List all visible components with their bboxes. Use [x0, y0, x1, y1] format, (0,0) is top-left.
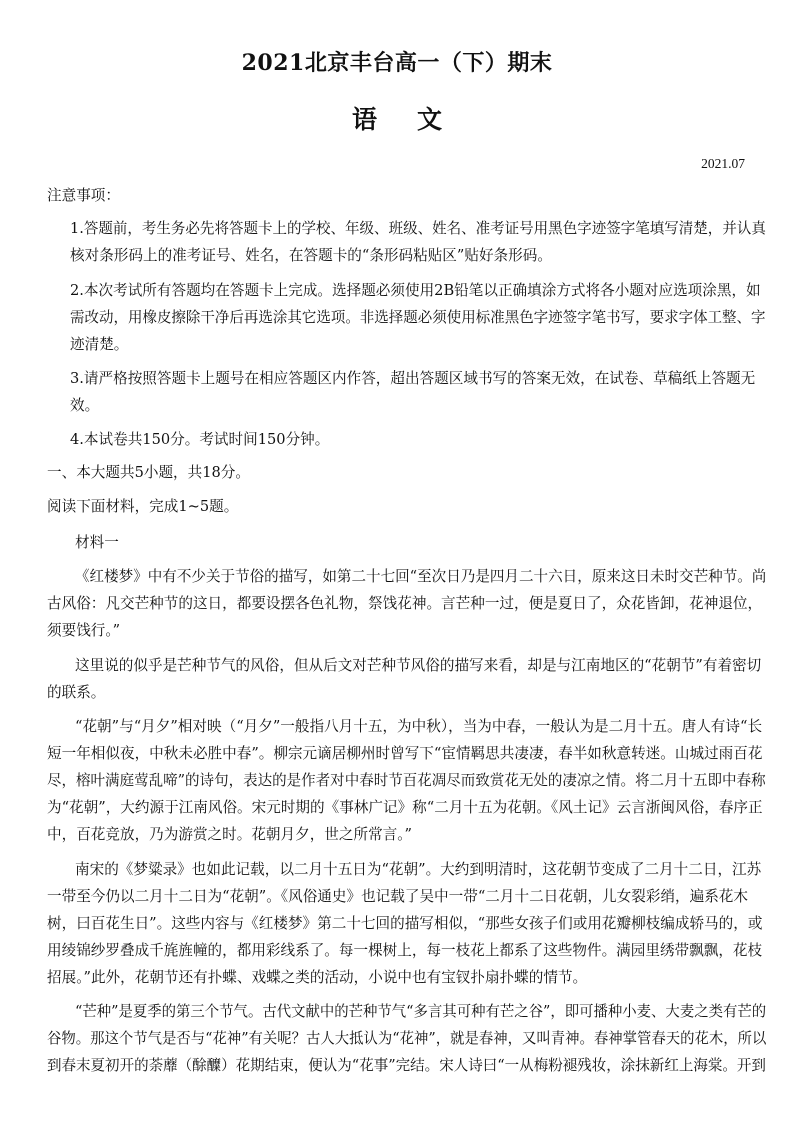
passage-line: 的联系。 — [47, 684, 106, 701]
passage-line: 为“花朝”，大约源于江南风俗。宋元时期的《事林广记》称“二月十五为花朝。《风土记》云言浙闽风俗，春序正 — [47, 799, 763, 816]
passage-line: 南宋的《梦粱录》也如此记载，以二月十五日为“花朝”。大约到明清时，这花朝节变成了二月十二日，江苏 — [75, 861, 762, 878]
subject-title — [0, 100, 794, 136]
passage-line: 《红楼梦》中有不少关于节俗的描写，如第二十七回“至次日乃是四月二十六日，原来这日未时交芒种节。尚 — [75, 568, 767, 585]
notice-line: 需改动，用橡皮擦除干净后再选涂其它选项。非选择题必须使用标准黑色字迹签字笔书写，要求字体工整、字 — [70, 309, 766, 326]
notice-line: 3.请严格按照答题卡上题号在相应答题区内作答，超出答题区域书写的答案无效，在试卷、草稿纸上答题无 — [70, 370, 756, 387]
passage-line: 到春末夏初开的荼蘼（酴醾）花期结束，便认为“花事”完结。宋人诗曰“一从梅粉褪残妆，涂抹新红上海棠。开到 — [47, 1057, 766, 1074]
passage-line: 一带至今仍以二月十二日为“花朝”。《风俗通史》也记载了吴中一带“二月十二日花朝，儿女裂彩绡，遍系花木 — [47, 888, 748, 905]
notice-line: 效。 — [70, 397, 100, 414]
passage-line: 须要饯行。” — [47, 622, 121, 639]
passage-line: 短一年相似夜，中秋未必胜中春”。柳宗元谪居柳州时曾写下“宦情羁思共凄凄，春半如秋意转迷。山城过雨百花 — [47, 745, 763, 762]
material-label: 材料一 — [75, 534, 119, 551]
passage-line: 用绫锦纱罗叠成千旄旌幢的，都用彩线系了。每一棵树上，每一枝花上都系了这些物件。满园里绣带飘飘，花枝 — [47, 942, 763, 959]
passage-line: 古风俗：凡交芒种节的这日，都要设摆各色礼物，祭饯花神。言芒种一过，便是夏日了，众花皆卸，花神退位， — [47, 595, 763, 612]
exam-title: 2021北京丰台高一（下）期末 — [241, 50, 553, 76]
section-instruction: 阅读下面材料，完成1~5题。 — [47, 498, 239, 515]
notice-line: 1.答题前，考生务必先将答题卡上的学校、年级、班级、姓名、准考证号用黑色字迹签字笔填写清楚，并认真 — [70, 220, 766, 237]
passage-line: “花朝”与“月夕”相对映（“月夕”一般指八月十五，为中秋），当为中春，一般认为是二月十五。唐人有诗“长 — [75, 718, 763, 735]
notice-line: 4.本试卷共150分。考试时间150分钟。 — [70, 431, 330, 448]
notice-line: 核对条形码上的准考证号、姓名，在答题卡的“条形码粘贴区”贴好条形码。 — [70, 247, 552, 264]
subject-text: 语文 — [351, 105, 482, 134]
passage-line: 树，曰百花生日”。这些内容与《红楼梦》第二十七回的描写相似，“那些女孩子们或用花瓣柳枝编成轿马的，或 — [47, 915, 763, 932]
passage-line: 尽，榕叶满庭莺乱啼”的诗句，表达的是作者对中春时节百花凋尽而致赏花无处的凄凉之情。将二月十五即中春称 — [47, 772, 766, 789]
notice-heading: 注意事项： — [47, 187, 120, 204]
passage-line: 谷物。那这个节气是否与“花神”有关呢？古人大抵认为“花神”，就是春神，又叫青神。春神掌管春天的花木，所以 — [47, 1030, 767, 1047]
notice-line: 迹清楚。 — [70, 336, 129, 353]
passage-line: 中，百花竞放，乃为游赏之时。花朝月夕，世之所常言。” — [47, 826, 413, 843]
notice-line: 2.本次考试所有答题均在答题卡上完成。选择题必须使用2B铅笔以正确填涂方式将各小题对应选项涂黑，如 — [70, 282, 761, 299]
passage-line: 招展。”此外，花朝节还有扑蝶、戏蝶之类的活动，小说中也有宝钗扑扇扑蝶的情节。 — [47, 969, 588, 986]
passage-line: “芒种”是夏季的第三个节气。古代文献中的芒种节气“多言其可种有芒之谷”，即可播种小麦、大麦之类有芒的 — [75, 1003, 767, 1020]
exam-date: 2021.07 — [701, 156, 745, 171]
passage-line: 这里说的似乎是芒种节气的风俗，但从后文对芒种节风俗的描写来看，却是与江南地区的“花朝节”有着密切 — [75, 657, 762, 674]
section-heading: 一、本大题共5小题，共18分。 — [47, 464, 250, 481]
